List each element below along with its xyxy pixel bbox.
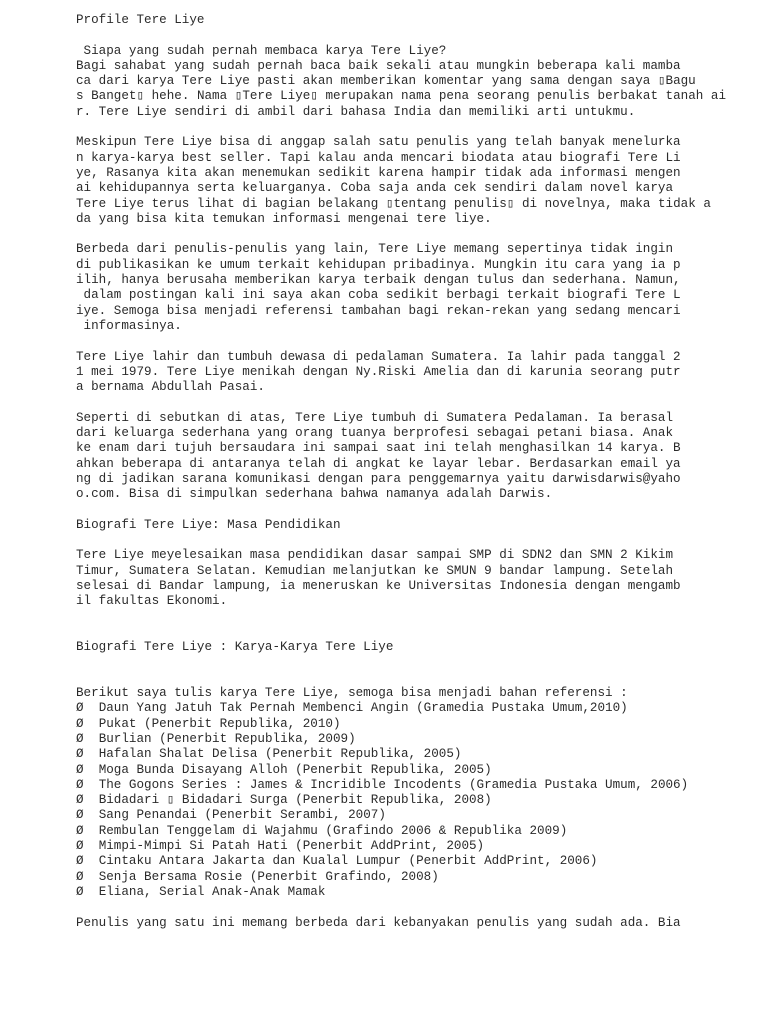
list-item-text: Moga Bunda Disayang Alloh (Penerbit Republika, 2005) [98,762,492,777]
text-line: Tere Liye lahir dan tumbuh dewasa di pedalaman Sumatera. Ia lahir pada tanggal 2 [76,349,681,364]
list-item-text: The Gogons Series : James & Incridible Incodents (Gramedia Pustaka Umum, 2006) [98,777,689,792]
text-line: Seperti di sebutkan di atas, Tere Liye tumbuh di Sumatera Pedalaman. Ia berasal [76,410,674,425]
bullet-icon: Ø [76,808,84,823]
text-line: dalam postingan kali ini saya akan coba sedikit berbagi terkait biografi Tere L [76,288,681,303]
text-line: 1 mei 1979. Tere Liye menikah dengan Ny.Riski Amelia dan di karunia seorang putr [76,364,681,379]
text-line: Siapa yang sudah pernah membaca karya Tere Liye? [76,43,447,58]
text-line: ahkan beberapa di antaranya telah di angkat ke layar lebar. Berdasarkan email ya [76,456,681,471]
list-item [76,885,756,900]
text-line: selesai di Bandar lampung, ia meneruskan ke Universitas Indonesia dengan mengamb [76,578,681,593]
text-line: ai kehidupannya serta keluarganya. Coba saja anda cek sendiri dalam novel karya [76,181,674,196]
list-item-text: Pukat (Penerbit Republika, 2010) [98,716,341,731]
bullet-icon: Ø [76,793,84,808]
text-line: dari keluarga sederhana yang orang tuanya berprofesi sebagai petani biasa. Anak [76,426,674,441]
bullet-icon: Ø [76,854,84,869]
paragraph-birth [76,350,756,396]
text-line: di publikasikan ke umum terkait kehidupan pribadinya. Mungkin itu cara yang ia p [76,257,681,272]
text-line: da yang bisa kita temukan informasi mengenai tere liye. [76,211,492,226]
list-item [76,732,756,747]
list-item-text: Rembulan Tenggelam di Wajahmu (Grafindo 2006 & Republika 2009) [98,823,568,838]
list-item [76,701,756,716]
list-item-text: Cintaku Antara Jakarta dan Kualal Lumpur (Penerbit AddPrint, 2006) [98,854,598,869]
bullet-icon: Ø [76,762,84,777]
text-line: ca dari karya Tere Liye pasti akan memberikan komentar yang sama dengan saya ▯Bagu [76,74,696,89]
list-item [76,763,756,778]
bullet-icon: Ø [76,716,84,731]
list-item [76,870,756,885]
list-item [76,854,756,869]
text-line: Tere Liye meyelesaikan masa pendidikan dasar sampai SMP di SDN2 dan SMN 2 Kikim [76,548,674,563]
text-line: n karya-karya best seller. Tapi kalau anda mencari biodata atau biografi Tere Li [76,150,681,165]
bullet-icon: Ø [76,839,84,854]
works-list [76,701,756,900]
text-line: ye, Rasanya kita akan menemukan sedikit karena hampir tidak ada informasi mengen [76,165,681,180]
text-line: a bernama Abdullah Pasai. [76,380,265,395]
text-line: Bagi sahabat yang sudah pernah baca baik sekali atau mungkin beberapa kali mamba [76,58,681,73]
paragraph-family [76,411,756,503]
heading-education: Biografi Tere Liye: Masa Pendidikan [76,517,341,532]
bullet-icon: Ø [76,731,84,746]
bullet-icon: Ø [76,777,84,792]
list-item [76,747,756,762]
list-item-text: Senja Bersama Rosie (Penerbit Grafindo, 2008) [98,869,439,884]
list-item [76,778,756,793]
list-item-text: Burlian (Penerbit Republika, 2009) [98,731,356,746]
list-item [76,839,756,854]
bullet-icon: Ø [76,869,84,884]
document-title: Profile Tere Liye [76,13,205,27]
text-line: ilih, hanya berusaha memberikan karya terbaik dengan tulus dan sederhana. Namun, [76,273,681,288]
text-line: ng di jadikan sarana komunikasi dengan para penggemarnya yaitu darwisdarwis@yaho [76,471,681,486]
text-line: il fakultas Ekonomi. [76,594,228,609]
text-line: s Banget▯ hehe. Nama ▯Tere Liye▯ merupakan nama pena seorang penulis berbakat tanah ai [76,89,727,104]
paragraph-biodata [76,135,756,227]
text-line: iye. Semoga bisa menjadi referensi tambahan bagi rekan-rekan yang sedang mencari [76,303,681,318]
list-item-text: Daun Yang Jatuh Tak Pernah Membenci Angin (Gramedia Pustaka Umum,2010) [98,701,628,716]
list-item-text: Mimpi-Mimpi Si Patah Hati (Penerbit AddPrint, 2005) [98,839,485,854]
list-item [76,717,756,732]
list-item-text: Bidadari ▯ Bidadari Surga (Penerbit Republika, 2008) [98,793,492,808]
text-line: r. Tere Liye sendiri di ambil dari bahasa India dan memiliki arti untukmu. [76,104,636,119]
paragraph-privacy [76,242,756,334]
heading-works: Biografi Tere Liye : Karya-Karya Tere Liye [76,640,394,655]
intro-paragraph [76,44,756,120]
text-line: o.com. Bisa di simpulkan sederhana bahwa namanya adalah Darwis. [76,487,553,502]
closing-paragraph: Penulis yang satu ini memang berbeda dari kebanyakan penulis yang sudah ada. Bia [76,915,681,930]
text-line: Timur, Sumatera Selatan. Kemudian melanjutkan ke SMUN 9 bandar lampung. Setelah [76,563,674,578]
list-item-text: Eliana, Serial Anak-Anak Mamak [98,884,326,899]
list-item-text: Hafalan Shalat Delisa (Penerbit Republika, 2005) [98,747,462,762]
paragraph-education [76,548,756,609]
document-page [76,13,756,931]
bullet-icon: Ø [76,884,84,899]
bullet-icon: Ø [76,823,84,838]
text-line: Berbeda dari penulis-penulis yang lain, Tere Liye memang sepertinya tidak ingin [76,242,674,257]
bullet-icon: Ø [76,701,84,716]
works-list-intro: Berikut saya tulis karya Tere Liye, semoga bisa menjadi bahan referensi : [76,686,628,701]
text-line: informasinya. [76,318,182,333]
text-line: Meskipun Tere Liye bisa di anggap salah satu penulis yang telah banyak menelurka [76,135,681,150]
list-item-text: Sang Penandai (Penerbit Serambi, 2007) [98,808,386,823]
text-line: Tere Liye terus lihat di bagian belakang ▯tentang penulis▯ di novelnya, maka tidak a [76,196,711,211]
list-item [76,808,756,823]
list-item [76,824,756,839]
list-item [76,793,756,808]
text-line: ke enam dari tujuh bersaudara ini sampai saat ini telah menghasilkan 14 karya. B [76,441,681,456]
bullet-icon: Ø [76,747,84,762]
